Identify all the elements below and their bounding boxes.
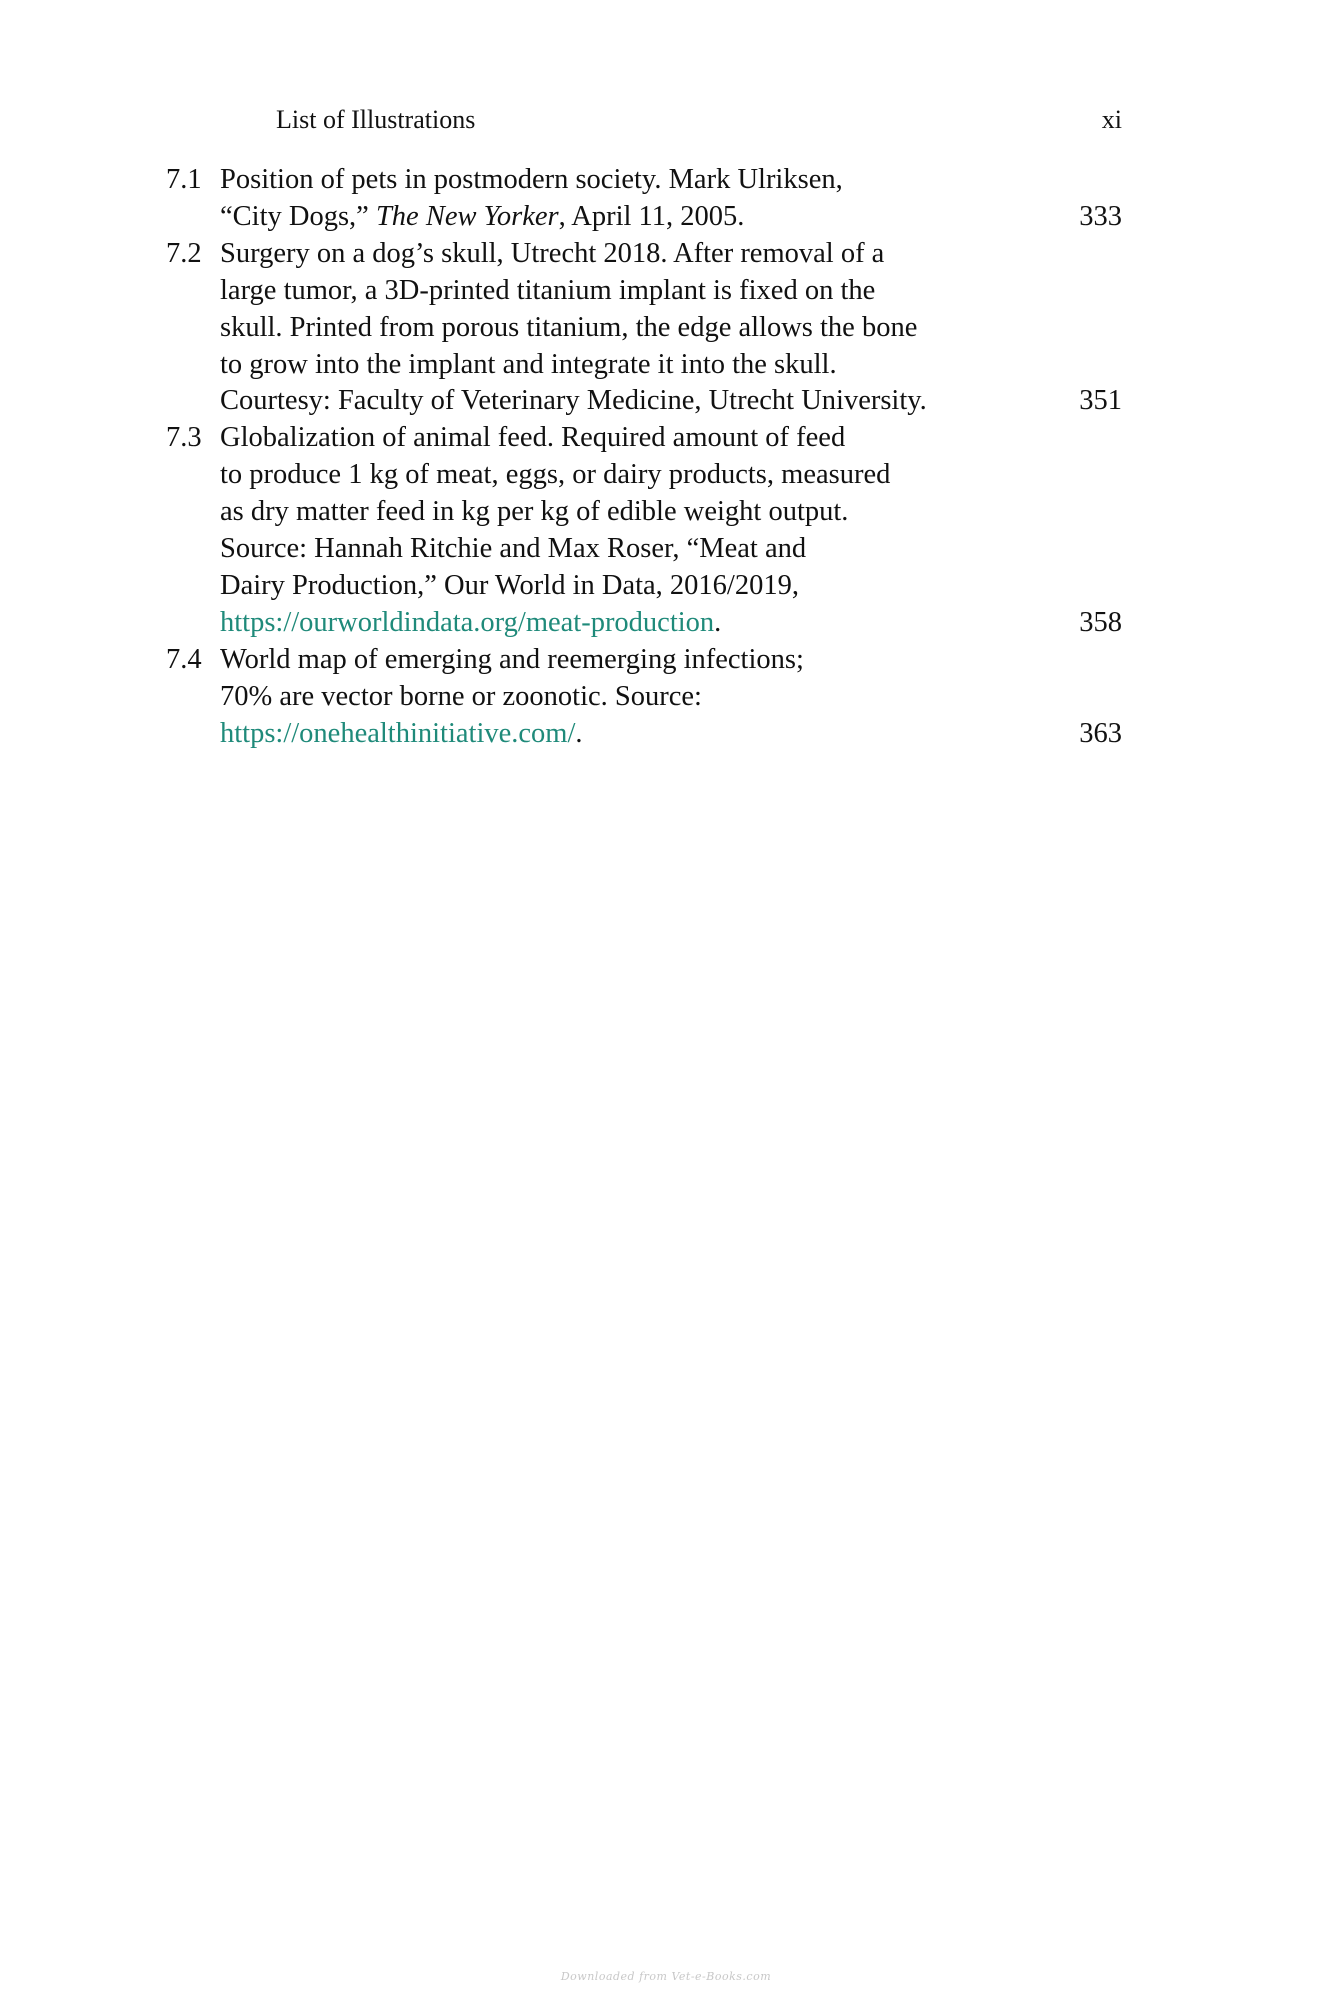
illustration-entry <box>166 162 1122 236</box>
entry-page-number: 358 <box>1079 606 1122 638</box>
source-link[interactable]: https://ourworldindata.org/meat-production <box>220 606 715 638</box>
entry-number: 7.4 <box>166 643 202 675</box>
entry-page-number: 333 <box>1079 200 1122 232</box>
entry-number: 7.2 <box>166 237 202 269</box>
running-head-page-number: xi <box>1101 105 1122 134</box>
download-watermark: Downloaded from Vet-e-Books.com <box>560 1970 772 1983</box>
entry-number: 7.1 <box>166 164 202 195</box>
illustration-entry <box>166 420 1122 641</box>
entry-line: to grow into the implant and integrate it into the skull. <box>220 348 837 380</box>
entry-line: to produce 1 kg of meat, eggs, or dairy products, measured <box>220 459 891 491</box>
publication-title: The New Yorker <box>375 200 559 232</box>
entry-line: Dairy Production,” Our World in Data, 2016/2019, <box>220 569 799 601</box>
entry-line: skull. Printed from porous titanium, the edge allows the bone <box>220 311 918 343</box>
illustration-entry <box>166 236 1122 421</box>
entry-line: 70% are vector borne or zoonotic. Source: <box>220 680 702 712</box>
entry-line: Surgery on a dog’s skull, Utrecht 2018. After removal of a <box>220 237 885 269</box>
running-head-title: List of Illustrations <box>276 105 476 134</box>
entry-number: 7.3 <box>166 422 202 454</box>
entry-line: Courtesy: Faculty of Veterinary Medicine, Utrecht University. <box>220 385 927 417</box>
entry-line: https://ourworldindata.org/meat-production. <box>220 606 722 638</box>
entry-line: large tumor, a 3D-printed titanium implant is fixed on the <box>220 274 876 306</box>
entry-page-number: 351 <box>1079 385 1122 417</box>
entry-line: “City Dogs,” The New Yorker, April 11, 2005. <box>220 200 745 232</box>
entry-line: Globalization of animal feed. Required amount of feed <box>220 422 846 454</box>
entry-line: Source: Hannah Ritchie and Max Roser, “Meat and <box>220 533 807 565</box>
illustration-entry <box>166 642 1122 753</box>
source-link[interactable]: https://onehealthinitiative.com/ <box>220 717 576 749</box>
running-head <box>276 104 1122 136</box>
entry-line: World map of emerging and reemerging infections; <box>220 643 804 675</box>
entry-line: Position of pets in postmodern society. Mark Ulriksen, <box>220 164 843 195</box>
illustration-list <box>166 162 1122 753</box>
entry-line: as dry matter feed in kg per kg of edible weight output. <box>220 496 849 528</box>
entry-line: https://onehealthinitiative.com/. <box>220 717 583 749</box>
entry-page-number: 363 <box>1079 717 1122 749</box>
